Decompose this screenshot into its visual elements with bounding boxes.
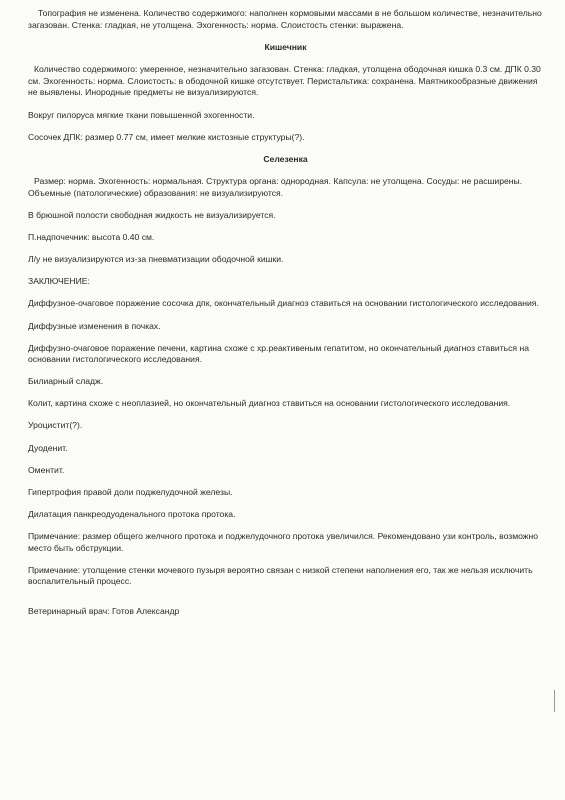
spleen-heading: Селезенка: [263, 153, 308, 164]
conclusion-item: Уроцистит(?).: [28, 420, 83, 431]
intestine-paragraph: Количество содержимого: умеренное, незначительно загазован. Стенка: гладкая, утолщена ободочная кишка 0.3 см. ДПК 0.30 см. Эхогенность: норма. Слоистость: в ободочной кишке отсутствует. Перистальтика: сохранена. Маятникообразные движения не выявлены. Инородные предметы не визуализируются.: [28, 64, 541, 98]
conclusion-item: Диффузно-очаговое поражение печени, картина схоже с хр.реактивеным гепатитом, но окончательный диагноз ставиться на основании гистологического исследования.: [28, 342, 529, 365]
signature-line: Ветеринарный врач: Готов Александр: [28, 605, 180, 616]
conclusion-item: Диффузное-очаговое поражение сосочка дпк, окончательный диагноз ставиться на основании гистологического исследования.: [28, 298, 539, 309]
papilla-paragraph: Сосочек ДПК: размер 0.77 см, имеет мелкие кистозные структуры(?).: [28, 131, 305, 142]
note-paragraph: Примечание: утолщение стенки мочевого пузыря вероятно связан с низкой степени наполнения его, так же нельзя исключить воспалительный процесс.: [28, 564, 533, 587]
lymph-node-paragraph: Л/у не визуализируются из-за пневматизации ободочной кишки.: [28, 254, 284, 265]
spleen-paragraph: Размер: норма. Эхогенность: нормальная. Структура органа: однородная. Капсула: не утолщена. Сосуды: не расширены. Объемные (патологические) образования: не визуализируются.: [28, 176, 523, 198]
conclusion-item: Дуоденит.: [28, 442, 68, 453]
conclusion-item: Оментит.: [28, 464, 65, 475]
intro-paragraph: Топография не изменена. Количество содержимого: наполнен кормовыми массами в не большом количестве, незначительно загазован. Стенка: гладкая, не утолщена. Эхогенность: норма. Слоистость стенки: выражена.: [28, 8, 542, 30]
conclusion-item: Билиарный сладж.: [28, 376, 104, 387]
conclusion-heading: ЗАКЛЮЧЕНИЕ:: [28, 276, 90, 287]
note-paragraph: Примечание: размер общего желчного протока и поджелудочного протока увеличился. Рекомендовано узи контроль, возможно место быть обструкции.: [28, 530, 539, 553]
conclusion-item: Гипертрофия правой доли поджелудочной железы.: [28, 486, 233, 497]
adrenal-paragraph: П.надпочечник: высота 0.40 см.: [28, 232, 155, 243]
free-fluid-paragraph: В брюшной полости свободная жидкость не визуализируется.: [28, 210, 276, 221]
intestine-heading: Кишечник: [264, 41, 307, 52]
conclusion-item: Дилатация панкреодуоденального протока протока.: [28, 508, 236, 519]
conclusion-item: Колит, картина схоже с неоплазией, но окончательный диагноз ставиться на основании гистологического исследования.: [28, 398, 511, 409]
conclusion-item: Диффузные изменения в почках.: [28, 320, 161, 331]
pylorus-paragraph: Вокруг пилоруса мягкие ткани повышенной эхогенности.: [28, 109, 255, 120]
scan-edge-mark: [554, 690, 555, 712]
